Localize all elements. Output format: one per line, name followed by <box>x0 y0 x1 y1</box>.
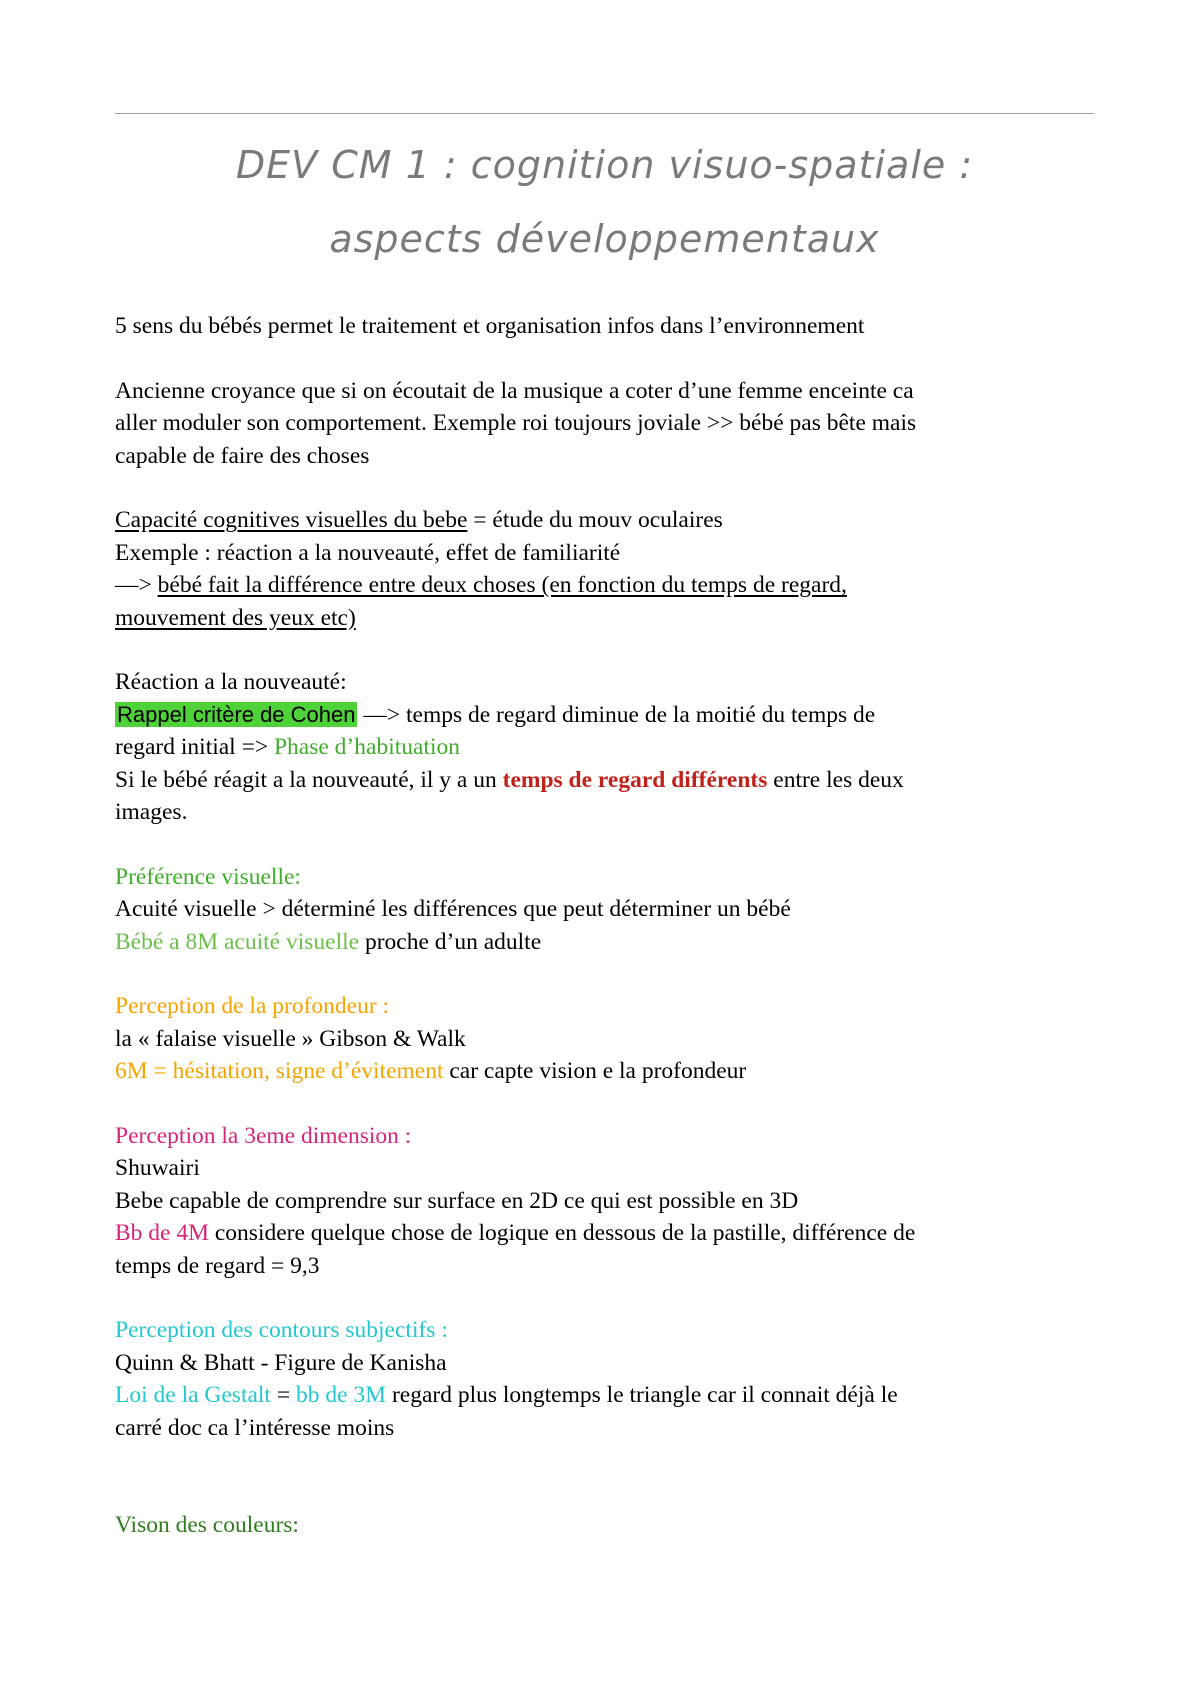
cohen-highlight: Rappel critère de Cohen <box>117 701 356 727</box>
visual-capacity-rest: = étude du mouv oculaires <box>467 507 723 534</box>
gestalt-equals: = <box>270 1382 296 1409</box>
square-line: carré doc ca l’intéresse moins <box>115 1414 395 1441</box>
depth-6m-line <box>115 1055 1105 1087</box>
gestalt-line <box>115 1379 1105 1411</box>
belief-line-2: aller moduler son comportement. Exemple roi toujours joviale >> bébé pas bête mais <box>115 410 917 437</box>
habituation-line <box>115 731 1105 763</box>
acuity-8m-colored: Bébé a 8M acuité visuelle <box>115 928 360 955</box>
colors-heading: Vison des couleurs: <box>115 1511 299 1538</box>
depth-6m-colored: 6M = hésitation, signe d’évitement <box>115 1058 444 1085</box>
contours-heading: Perception des contours subjectifs : <box>115 1317 448 1344</box>
visual-cliff-line: la « falaise visuelle » Gibson & Walk <box>115 1025 466 1052</box>
gestalt-colored: Loi de la Gestalt <box>115 1382 271 1409</box>
reaction-suffix: entre les deux <box>767 766 904 793</box>
images-line: images. <box>115 799 188 826</box>
belief-line-1: Ancienne croyance que si on écoutait de la musique a coter d’une femme enceinte ca <box>115 377 914 404</box>
visual-capacity-line <box>115 504 1105 536</box>
acuity-8m-rest: proche d’un adulte <box>359 928 542 955</box>
difference-line-1 <box>115 569 1105 601</box>
difference-text-1: bébé fait la différence entre deux choses (en fonction du temps de regard, <box>157 572 847 599</box>
habituation-prefix: regard initial => <box>115 734 274 761</box>
habituation-phase: Phase d’habituation <box>273 734 460 761</box>
novelty-heading: Réaction a la nouveauté: <box>115 669 347 696</box>
shuwairi-line: Shuwairi <box>115 1155 200 1182</box>
reaction-prefix: Si le bébé réagit a la nouveauté, il y a un <box>115 766 503 793</box>
bb4m-rest: considere quelque chose de logique en dessous de la pastille, différence de <box>209 1220 916 1247</box>
depth-6m-rest: car capte vision e la profondeur <box>443 1058 747 1085</box>
surface-line: Bebe capable de comprendre sur surface en 2D ce qui est possible en 3D <box>115 1187 799 1214</box>
visual-capacity-heading: Capacité cognitives visuelles du bebe <box>115 507 468 534</box>
bb4m-line <box>115 1217 1105 1249</box>
cohen-rest: —> temps de regard diminue de la moitié du temps de <box>357 701 876 728</box>
page-title <box>115 128 1094 276</box>
dimension-heading: Perception la 3eme dimension : <box>115 1123 412 1150</box>
document-body <box>115 310 1105 1541</box>
cohen-line <box>115 699 1105 731</box>
title-line-2: aspects développementaux <box>329 217 880 261</box>
difference-text-2: mouvement des yeux etc) <box>115 604 356 631</box>
bb4m-colored: Bb de 4M <box>115 1220 209 1247</box>
kanisha-line: Quinn & Bhatt - Figure de Kanisha <box>115 1349 447 1376</box>
example-line: Exemple : réaction a la nouveauté, effet de familiarité <box>115 539 621 566</box>
gestalt-rest: regard plus longtemps le triangle car il connait déjà le <box>386 1382 898 1409</box>
title-line-1: DEV CM 1 : cognition visuo-spatiale : <box>235 143 974 187</box>
preference-heading: Préférence visuelle: <box>115 863 301 890</box>
intro-paragraph: 5 sens du bébés permet le traitement et organisation infos dans l’environnement <box>115 313 865 339</box>
header-rule <box>115 113 1094 114</box>
acuity-line: Acuité visuelle > déterminé les différences que peut déterminer un bébé <box>115 896 791 923</box>
bb3m-colored: bb de 3M <box>295 1382 387 1409</box>
depth-heading: Perception de la profondeur : <box>115 993 390 1020</box>
regard-time-line: temps de regard = 9,3 <box>115 1252 320 1279</box>
reaction-line <box>115 764 1105 796</box>
belief-line-3: capable de faire des choses <box>115 442 370 469</box>
difference-line-2 <box>115 602 1105 634</box>
acuity-8m-line <box>115 926 1105 958</box>
arrow-text: —> <box>115 572 158 599</box>
reaction-bold-red: temps de regard différents <box>502 766 768 793</box>
